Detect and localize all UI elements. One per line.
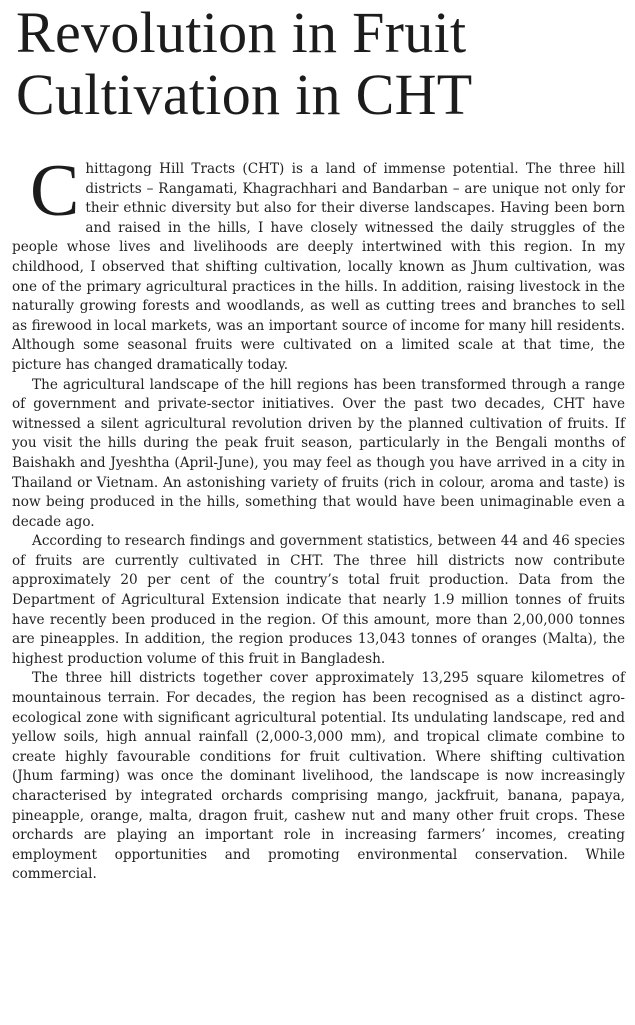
paragraph-1-text: hittagong Hill Tracts (CHT) is a land of immense potential. The three hill districts – Rangamati, Khagrachhari and Bandarban – are unique not only for their ethnic diversity but also for their diverse landscapes. Having been born and raised in the hills, I have closely witnessed the daily struggles of the people whose lives and livelihoods are deeply intertwined with this region. In my childhood, I observed that shifting cultivation, locally known as Jhum cultivation, was one of the primary agricultural practices in the hills. In addition, raising livestock in the naturally growing forests and woodlands, as well as cutting trees and branches to sell as firewood in local markets, was an important source of income for many hill residents. Although some seasonal fruits were cultivated on a limited scale at that time, the picture has changed dramatically today. bbox=[12, 161, 625, 373]
paragraph-3: According to research findings and government statistics, between 44 and 46 species of fruits are currently cultivated in CHT. The three hill districts now contribute approximately 20 per cent of the country’s total fruit production. Data from the Department of Agricultural Extension indicate that nearly 1.9 million tonnes of fruits have recently been produced in the region. Of this amount, more than 2,00,000 tonnes are pineapples. In addition, the region produces 13,043 tonnes of oranges (Malta), the highest production volume of this fruit in Bangladesh. bbox=[12, 533, 625, 667]
paragraph-4: The three hill districts together cover approximately 13,295 square kilometres of mountainous terrain. For decades, the region has been recognised as a distinct agro-ecological zone with significant agricultural potential. Its undulating landscape, red and yellow soils, high annual rainfall (2,000-3,000 mm), and tropical climate combine to create highly favourable conditions for fruit cultivation. Where shifting cultivation (Jhum farming) was once the dominant livelihood, the landscape is now increasingly characterised by integrated orchards comprising mango, jackfruit, banana, papaya, pineapple, orange, malta, dragon fruit, cashew nut and many other fruit crops. These orchards are playing an important role in increasing farmers’ incomes, creating employment opportunities and promoting environmental conservation. While commercial. bbox=[12, 670, 625, 883]
headline-line-1: Revolution in Fruit bbox=[16, 0, 467, 65]
headline bbox=[0, 0, 635, 126]
drop-cap: C bbox=[30, 150, 80, 232]
headline-line-2: Cultivation in CHT bbox=[16, 62, 473, 127]
paragraph-2: The agricultural landscape of the hill regions has been transformed through a range of government and private-sector initiatives. Over the past two decades, CHT have witnessed a silent agricultural revolution driven by the planned cultivation of fruits. If you visit the hills during the peak fruit season, particularly in the Bengali months of Baishakh and Jyeshtha (April-June), you may feel as though you have arrived in a city in Thailand or Vietnam. An astonishing variety of fruits (rich in colour, aroma and taste) is now being produced in the hills, something that would have been unimaginable even a decade ago. bbox=[12, 376, 625, 530]
paragraph-1 bbox=[12, 150, 625, 376]
article-body bbox=[12, 150, 625, 885]
